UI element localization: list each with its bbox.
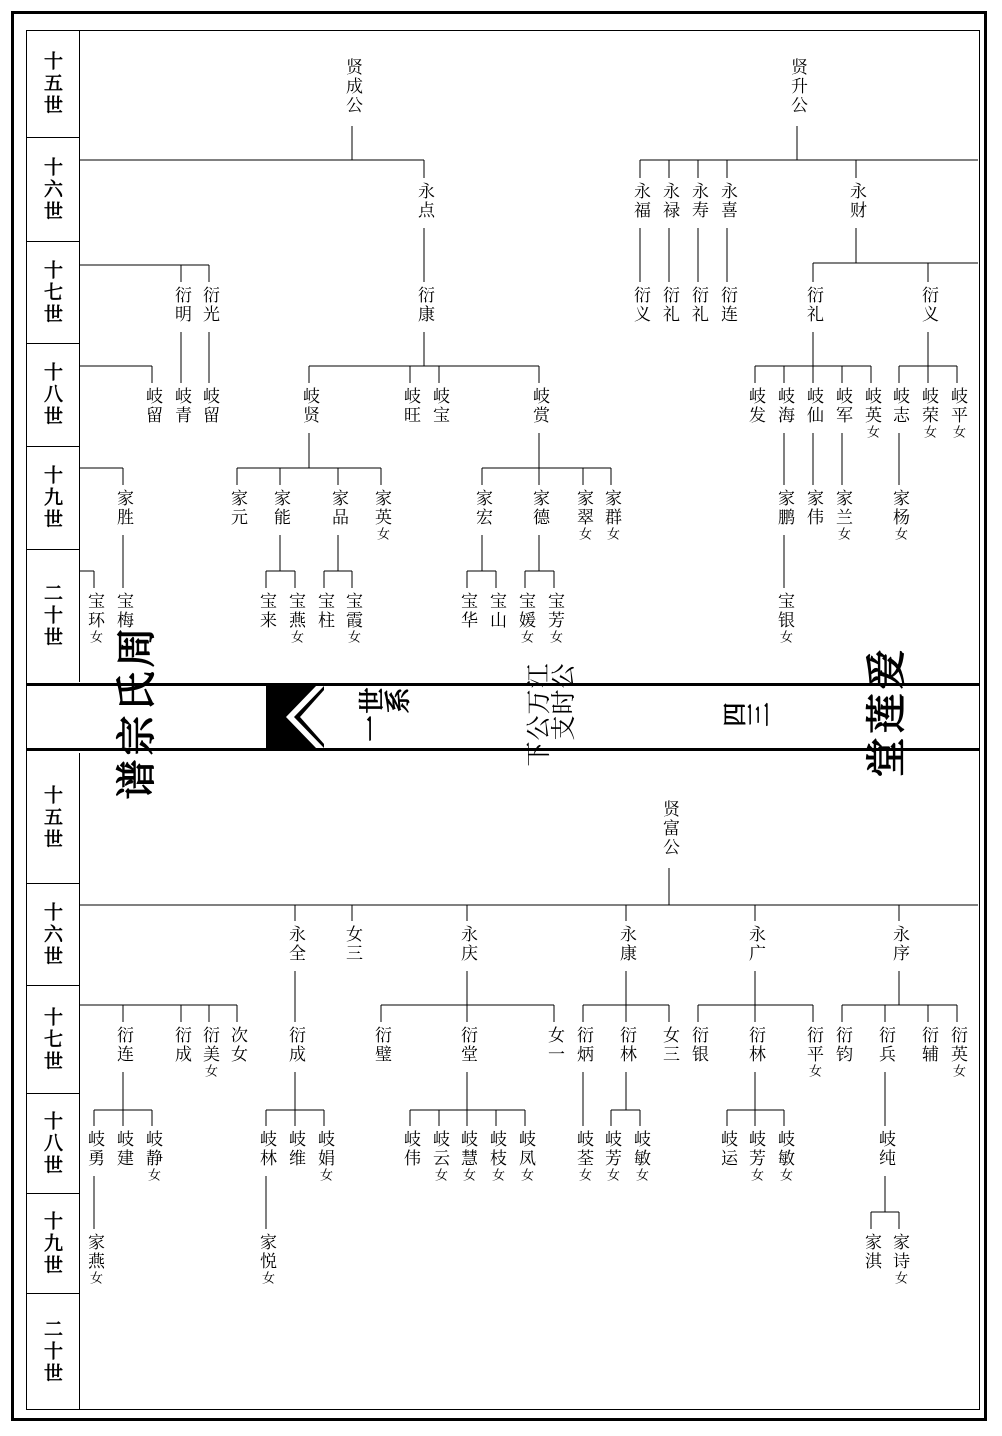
person-node: 岐旺	[400, 387, 420, 425]
generation-label: 十七世	[41, 1006, 63, 1073]
generation-label: 十六世	[41, 901, 63, 968]
person-node: 衍义	[630, 286, 650, 324]
person-node: 岐伟	[400, 1130, 420, 1168]
person-node: 岐凤女	[515, 1130, 535, 1183]
person-node: 女三	[342, 925, 362, 963]
person-node: 家品	[328, 489, 348, 527]
person-node: 衍美女	[199, 1026, 219, 1079]
generation-label: 十九世	[41, 465, 63, 531]
person-node: 家燕女	[84, 1233, 104, 1286]
person-node: 岐仙	[803, 387, 823, 425]
generation-label: 十八世	[41, 362, 63, 428]
person-node: 岐贤	[299, 387, 319, 425]
person-node: 永寿	[688, 182, 708, 220]
person-node: 岐海	[774, 387, 794, 425]
person-node: 家宏	[472, 489, 492, 527]
person-node: 宝燕女	[285, 592, 305, 645]
person-node: 宝媛女	[515, 592, 535, 645]
person-node: 衍兵	[875, 1026, 895, 1064]
person-node: 宝芳女	[544, 592, 564, 645]
person-node: 家英女	[371, 489, 391, 542]
person-node: 岐林	[256, 1130, 276, 1168]
person-node: 岐枝女	[486, 1130, 506, 1183]
generation-label: 十五世	[41, 785, 63, 851]
person-node: 衍钧	[832, 1026, 852, 1064]
person-node: 家伟	[803, 489, 823, 527]
person-node: 衍康	[414, 286, 434, 324]
person-node: 永喜	[717, 182, 737, 220]
person-node: 衍辅	[918, 1026, 938, 1064]
person-node: 宝柱	[314, 592, 334, 630]
person-node: 岐发	[745, 387, 765, 425]
person-node: 岐平女	[947, 387, 967, 440]
branch-title: 江公万时公支下	[525, 663, 575, 770]
person-node: 宝梅	[113, 592, 133, 630]
person-node: 岐赏	[529, 387, 549, 425]
person-node: 家兰女	[832, 489, 852, 542]
person-node: 宝来	[256, 592, 276, 630]
hall-name: 爱莲堂	[865, 649, 905, 784]
person-node: 女三	[659, 1026, 679, 1064]
person-node: 衍光	[199, 286, 219, 324]
person-node: 衍平女	[803, 1026, 823, 1079]
person-node: 岐志	[889, 387, 909, 425]
person-node: 岐勇	[84, 1130, 104, 1168]
person-node: 衍成	[171, 1026, 191, 1064]
generation-label: 二十世	[41, 583, 63, 649]
person-node: 岐荃女	[573, 1130, 593, 1183]
person-node: 岐芳女	[601, 1130, 621, 1183]
generation-label: 二十世	[41, 1318, 63, 1385]
person-node: 衍礼	[688, 286, 708, 324]
person-node: 家翠女	[573, 489, 593, 542]
generation-label: 十八世	[41, 1110, 63, 1177]
person-node: 岐军	[832, 387, 852, 425]
person-node: 永福	[630, 182, 650, 220]
person-node: 岐纯	[875, 1130, 895, 1168]
person-node: 衍明	[171, 286, 191, 324]
generation-label: 十九世	[41, 1210, 63, 1277]
person-node: 宝华	[457, 592, 477, 630]
person-node: 衍林	[616, 1026, 636, 1064]
person-node: 岐维	[285, 1130, 305, 1168]
person-node: 家能	[270, 489, 290, 527]
person-node: 衍连	[717, 286, 737, 324]
page-number: 四三	[722, 702, 770, 731]
person-node: 岐敏女	[630, 1130, 650, 1183]
person-node: 永序	[889, 925, 909, 963]
person-node: 贤成公	[342, 58, 362, 115]
section-title: 世系一	[358, 688, 410, 746]
person-node: 次女	[227, 1026, 247, 1064]
person-node: 岐慧女	[457, 1130, 477, 1183]
generation-label: 十六世	[41, 156, 63, 223]
clan-name: 周氏宗谱	[115, 627, 155, 806]
person-node: 岐青	[171, 387, 191, 425]
person-node: 家杨女	[889, 489, 909, 542]
person-node: 岐宝	[429, 387, 449, 425]
person-node: 岐建	[113, 1130, 133, 1168]
person-node: 岐英女	[861, 387, 881, 440]
person-node: 衍林	[745, 1026, 765, 1064]
person-node: 衍银	[688, 1026, 708, 1064]
person-node: 宝环女	[84, 592, 104, 645]
person-node: 岐芳女	[745, 1130, 765, 1183]
person-node: 衍义	[918, 286, 938, 324]
person-node: 衍堂	[457, 1026, 477, 1064]
person-node: 永点	[414, 182, 434, 220]
person-node: 永康	[616, 925, 636, 963]
person-node: 贤升公	[787, 58, 807, 115]
person-node: 宝银女	[774, 592, 794, 645]
person-node: 贤富公	[659, 800, 679, 857]
person-node: 家胜	[113, 489, 133, 527]
person-node: 衍连	[113, 1026, 133, 1064]
person-node: 永财	[846, 182, 866, 220]
person-node: 岐留	[199, 387, 219, 425]
person-node: 永全	[285, 925, 305, 963]
person-node: 家德	[529, 489, 549, 527]
person-node: 岐留	[142, 387, 162, 425]
person-node: 永庆	[457, 925, 477, 963]
generation-label: 十七世	[41, 259, 63, 326]
person-node: 岐娟女	[314, 1130, 334, 1183]
person-node: 岐荣女	[918, 387, 938, 440]
person-node: 岐静女	[142, 1130, 162, 1183]
person-node: 家诗女	[889, 1233, 909, 1286]
person-node: 岐运	[717, 1130, 737, 1168]
person-node: 永广	[745, 925, 765, 963]
person-node: 家鹏	[774, 489, 794, 527]
person-node: 女一	[544, 1026, 564, 1064]
person-node: 岐敏女	[774, 1130, 794, 1183]
person-node: 衍成	[285, 1026, 305, 1064]
person-node: 家淇	[861, 1233, 881, 1271]
person-node: 永禄	[659, 182, 679, 220]
person-node: 家群女	[601, 489, 621, 542]
person-node: 衍炳	[573, 1026, 593, 1064]
person-node: 衍璧	[371, 1026, 391, 1064]
person-node: 宝山	[486, 592, 506, 630]
person-node: 家悦女	[256, 1233, 276, 1286]
person-node: 宝霞女	[342, 592, 362, 645]
person-node: 家元	[227, 489, 247, 527]
person-node: 衍礼	[803, 286, 823, 324]
person-node: 衍礼	[659, 286, 679, 324]
generation-label: 十五世	[41, 51, 63, 117]
person-node: 衍英女	[947, 1026, 967, 1079]
person-node: 岐云女	[429, 1130, 449, 1183]
